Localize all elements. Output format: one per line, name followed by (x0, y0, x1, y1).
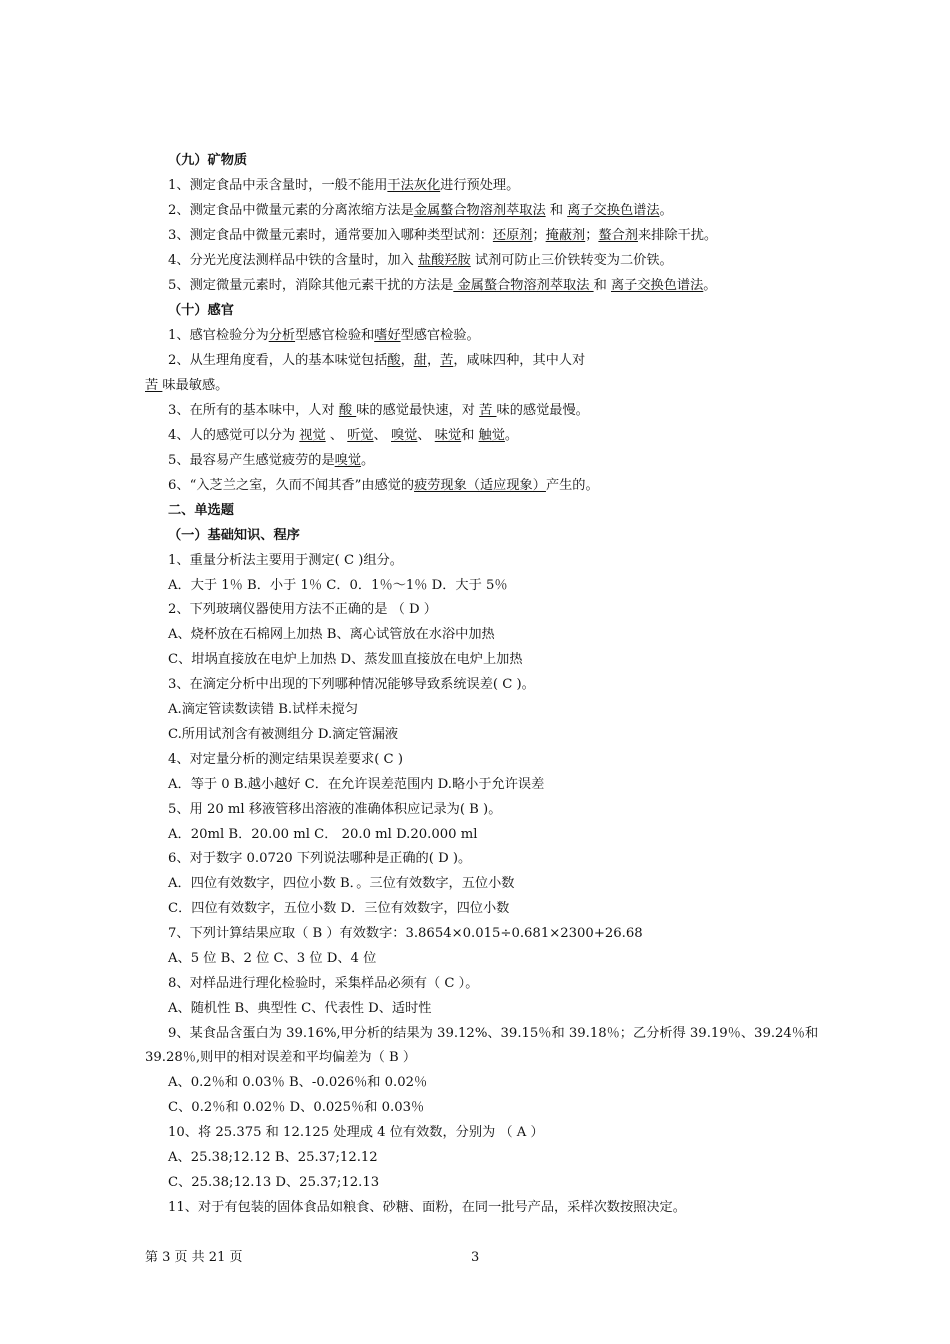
option-line: A、随机性 B、典型性 C、代表性 D、适时性 (168, 1001, 432, 1016)
question-line: 5、最容易产生感觉疲劳的是嗅觉。 (168, 453, 375, 468)
section-title-sensory: （十）感官 (168, 303, 234, 318)
question-line: 4、人的感觉可以分为 视觉 、 听觉、 嗅觉、 味觉和 触觉。 (168, 428, 519, 443)
option-line: A、烧杯放在石棉网上加热 B、离心试管放在水浴中加热 (168, 627, 495, 642)
section-title-minerals: （九）矿物质 (168, 153, 248, 168)
question-line: 2、从生理角度看，人的基本味觉包括酸，甜，苦，咸味四种，其中人对 (168, 353, 586, 368)
question-line: 3、在滴定分析中出现的下列哪种情况能够导致系统误差( C )。 (168, 677, 535, 692)
question-line: 4、分光光度法测样品中铁的含量时，加入 盐酸羟胺 试剂可防止三价铁转变为二价铁。 (168, 253, 673, 268)
question-line: 8、对样品进行理化检验时，采集样品必须有（ C ）。 (168, 976, 479, 991)
question-line: 3、测定食品中微量元素时，通常要加入哪种类型试剂：还原剂；掩蔽剂；螯合剂来排除干扰。 (168, 228, 718, 243)
question-line: 6、“入芝兰之室，久而不闻其香”由感觉的疲劳现象（适应现象）产生的。 (168, 478, 599, 493)
option-line: C．四位有效数字，五位小数 D．三位有效数字，四位小数 (168, 901, 510, 916)
question-line: 10、将 25.375 和 12.125 处理成 4 位有效数，分别为 （ A ） (168, 1125, 544, 1140)
question-line: 39.28％,则甲的相对误差和平均偏差为（ B ） (145, 1050, 417, 1065)
question-line: 1、重量分析法主要用于测定( C )组分。 (168, 553, 403, 568)
option-line: A.滴定管读数读错 B.试样未搅匀 (168, 702, 359, 717)
question-line: 3、在所有的基本味中，人对 酸 味的感觉最快速，对 苦 味的感觉最慢。 (168, 403, 589, 418)
option-line: C、25.38;12.13 D、25.37;12.13 (168, 1175, 380, 1190)
option-line: A、25.38;12.12 B、25.37;12.12 (168, 1150, 378, 1165)
option-line: A．四位有效数字，四位小数 B．。三位有效数字，五位小数 (168, 876, 515, 891)
page-number: 3 (471, 1250, 480, 1265)
question-line: 11、对于有包装的固体食品如粮食、砂糖、面粉，在同一批号产品，采样次数按照决定。 (168, 1200, 686, 1215)
subsection-title-basics: （一）基础知识、程序 (168, 528, 300, 543)
option-line: C、0.2％和 0.02％ D、0.025％和 0.03％ (168, 1100, 425, 1115)
question-line: 6、对于数字 0.0720 下列说法哪种是正确的( D )。 (168, 851, 472, 866)
question-line: 1、感官检验分为分析型感官检验和嗜好型感官检验。 (168, 328, 480, 343)
option-line: A．20ml B．20.00 ml C． 20.0 ml D.20.000 ml (168, 827, 478, 842)
option-line: C、坩埚直接放在电炉上加热 D、蒸发皿直接放在电炉上加热 (168, 652, 523, 667)
option-line: C.所用试剂含有被测组分 D.滴定管漏液 (168, 727, 399, 742)
option-line: A、0.2％和 0.03％ B、-0.026％和 0.02％ (168, 1075, 428, 1090)
question-line: 4、对定量分析的测定结果误差要求( C ) (168, 752, 403, 767)
question-line: 2、下列玻璃仪器使用方法不正确的是 （ D ） (168, 602, 437, 617)
part-title-single-choice: 二、单选题 (168, 503, 234, 518)
question-line: 9、某食品含蛋白为 39.16%,甲分析的结果为 39.12%、39.15％和 39.18％；乙分析得 39.19％、39.24％和 (168, 1026, 819, 1041)
question-line: 5、用 20 ml 移液管移出溶液的准确体积应记录为( B )。 (168, 802, 502, 817)
page-count-footer: 第 3 页 共 21 页 (145, 1250, 243, 1265)
option-line: A、5 位 B、2 位 C、3 位 D、4 位 (168, 951, 377, 966)
question-line: 苦 味最敏感。 (145, 378, 229, 393)
option-line: A．等于 0 B.越小越好 C．在允许误差范围内 D.略小于允许误差 (168, 777, 545, 792)
question-line: 5、测定微量元素时，消除其他元素干扰的方法是 金属螯合物溶剂萃取法 和 离子交换色谱法。 (168, 278, 717, 293)
question-line: 2、测定食品中微量元素的分离浓缩方法是金属螯合物溶剂萃取法 和 离子交换色谱法。 (168, 203, 673, 218)
question-line: 7、下列计算结果应取（ B ）有效数字：3.8654×0.015÷0.681×2300+26.68 (168, 926, 643, 941)
option-line: A．大于 1％ B．小于 1％ C．0．1％～1％ D．大于 5％ (168, 578, 508, 593)
question-line: 1、测定食品中汞含量时，一般不能用干法灰化进行预处理。 (168, 178, 520, 193)
